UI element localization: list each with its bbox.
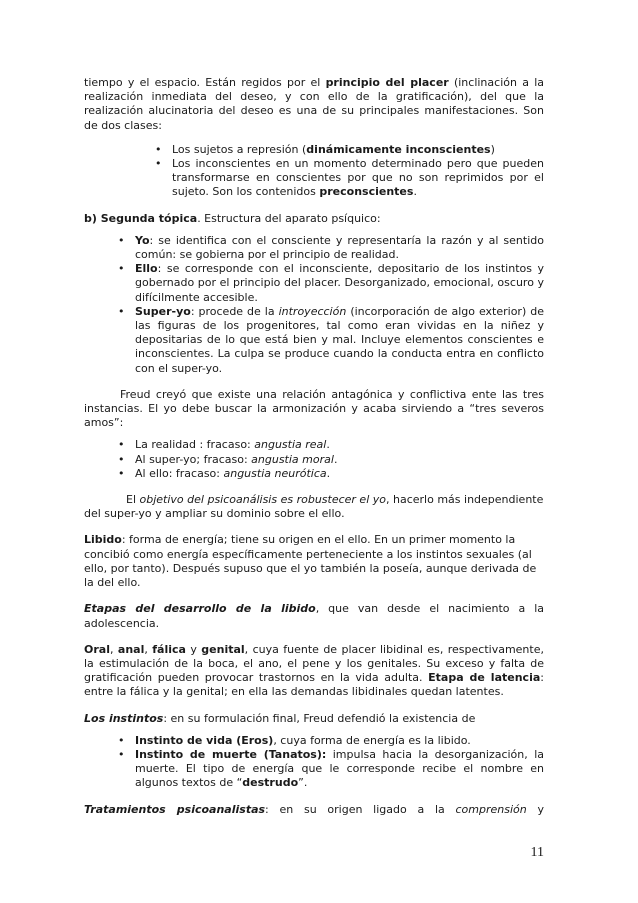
- text: . Estructura del aparato psíquico:: [197, 211, 381, 225]
- list-item-yo: [135, 234, 544, 262]
- text: La realidad : fracaso:: [135, 438, 255, 452]
- text: : procede de la: [190, 304, 279, 318]
- term-introyeccion: introyección: [278, 304, 347, 318]
- text: , hacerlo más independiente del super-yo y ampliar su dominio sobre el ello.: [84, 493, 544, 521]
- text: .: [413, 185, 417, 199]
- text: (inclinación a la realización inmediata del deseo, y con ello de la gratificación), del que la realización alucinatoria del deseo es una de su principales manifestaciones. Son de dos clases:: [84, 76, 544, 132]
- term-genital: genital: [201, 642, 245, 656]
- list-item-ello: [135, 262, 544, 305]
- term-angustia-moral: angustia moral: [251, 452, 334, 466]
- text: ): [490, 142, 495, 156]
- term-destrudo: destrudo: [242, 776, 299, 790]
- list-item-eros: [135, 734, 544, 748]
- text: El: [126, 493, 140, 507]
- term-etapas-libido: Etapas del desarrollo de la libido: [84, 602, 316, 616]
- text: .: [326, 438, 330, 452]
- list-item: [172, 143, 544, 157]
- text: .: [333, 452, 338, 466]
- term-dinamicamente-inconscientes: dinámicamente inconscientes: [306, 142, 491, 156]
- list-instancias: [135, 234, 544, 376]
- text: tiempo y el espacio. Están regidos por el: [84, 76, 326, 89]
- list-item: [172, 157, 544, 200]
- text: impulsa hacia la desorganización, la muerte. El tipo de energía que le corresponde recibe el nombre en algunos textos de “: [135, 747, 544, 790]
- term-yo: Yo: [135, 233, 150, 247]
- term-preconscientes: preconscientes: [319, 185, 414, 199]
- term-ello: Ello: [135, 262, 158, 276]
- text: Los inconscientes en un momento determinado pero que pueden transformarse en conscientes por que no son reprimidos por el sujeto. Son los contenidos: [172, 157, 544, 199]
- term-angustia-real: angustia real: [254, 438, 327, 452]
- text: Los sujetos a represión (: [172, 142, 307, 156]
- text: : en su formulación final, Freud defendió la existencia de: [163, 711, 476, 725]
- term-angustia-neurotica: angustia neurótica: [223, 466, 327, 480]
- text: ”.: [298, 776, 308, 790]
- term-comprension: comprensión: [455, 802, 527, 816]
- list-item: [135, 453, 544, 467]
- list-item: [135, 467, 544, 481]
- term-etapa-latencia: Etapa de latencia: [428, 671, 541, 685]
- paragraph-objetivo: [84, 493, 544, 521]
- term-instinto-muerte: Instinto de muerte (Tanatos):: [135, 747, 327, 761]
- text: Al super-yo; fracaso:: [135, 452, 252, 466]
- text: , cuya fuente de placer libidinal es, respectivamente, la estimulación de la boca, el ano, el pene y los genitales. Su exceso y falta de gratificación pueden provocar trastornos en la vida adulta.: [84, 642, 544, 685]
- list-item-tanatos: [135, 748, 544, 791]
- text: y: [185, 642, 202, 656]
- term-tratamientos-psicoanalistas: Tratamientos psicoanalistas: [84, 802, 266, 816]
- paragraph-oral-anal: [84, 643, 544, 700]
- text: , cuya forma de energía es la libido.: [273, 733, 471, 747]
- text: .: [326, 466, 331, 480]
- term-anal: anal: [117, 642, 145, 656]
- text: : se corresponde con el inconsciente, depositario de los instintos y gobernado por el principio del placer. Desorganizado, emocional, oscuro y difícilmente accesible.: [135, 262, 544, 304]
- term-falica: fálica: [152, 642, 186, 656]
- document-page: [84, 76, 544, 817]
- term-instinto-vida: Instinto de vida (Eros): [135, 733, 274, 747]
- text: : forma de energía; tiene su origen en el ello. En un primer momento la concibió como energía específicamente perteneciente a los instintos sexuales (al ello, por tanto). Después supuso que el yo también la poseía, aunque derivada de la del ello.: [84, 533, 537, 590]
- text: ,: [144, 642, 153, 656]
- text: : se identifica con el consciente y representaría la razón y al sentido común: se gobierna por el principio de realidad.: [135, 233, 544, 262]
- page-number: 11: [530, 845, 544, 860]
- text: : entre la fálica y la genital; en ella las demandas libidinales quedan latentes.: [84, 671, 544, 699]
- term-los-instintos: Los instintos: [84, 711, 164, 725]
- list-item: [135, 438, 544, 452]
- list-instintos: [135, 734, 544, 791]
- paragraph-etapas: [84, 602, 544, 630]
- text: y: [526, 802, 544, 816]
- paragraph-libido: [84, 533, 544, 590]
- text: (incorporación de algo exterior) de las figuras de los progenitores, tal como eran vividas en la niñez y depositarias de lo que está bien y mal. Incluye elementos conscientes e inconscientes. La culpa se produce cuando la conducta entra en conflicto con el super-yo.: [135, 304, 544, 375]
- term-principio-del-placer: principio del placer: [325, 76, 449, 89]
- heading-segunda-topica: [84, 212, 544, 226]
- list-clases: [172, 143, 544, 200]
- paragraph-principio-placer: [84, 76, 544, 133]
- paragraph-tratamientos: [84, 803, 544, 817]
- list-amos: [135, 438, 544, 481]
- paragraph-freud: Freud creyó que existe una relación antagónica y conflictiva ente las tres instancias. El yo debe buscar la armonización y acaba sirviendo a “tres severos amos”:: [84, 387, 544, 430]
- text: : en su origen ligado a la: [265, 802, 456, 816]
- term-oral: Oral: [84, 642, 110, 656]
- term-objetivo-psicoanalisis: objetivo del psicoanálisis es robustecer el yo: [139, 493, 386, 507]
- text: ,: [109, 642, 118, 656]
- section-heading: b) Segunda tópica: [84, 211, 198, 225]
- text: , que van desde el nacimiento a la adolescencia.: [84, 602, 544, 630]
- paragraph-instintos: [84, 712, 544, 726]
- text: Al ello: fracaso:: [135, 466, 224, 480]
- term-super-yo: Super-yo: [135, 304, 191, 318]
- term-libido: Libido: [84, 533, 122, 547]
- list-item-super-yo: [135, 305, 544, 376]
